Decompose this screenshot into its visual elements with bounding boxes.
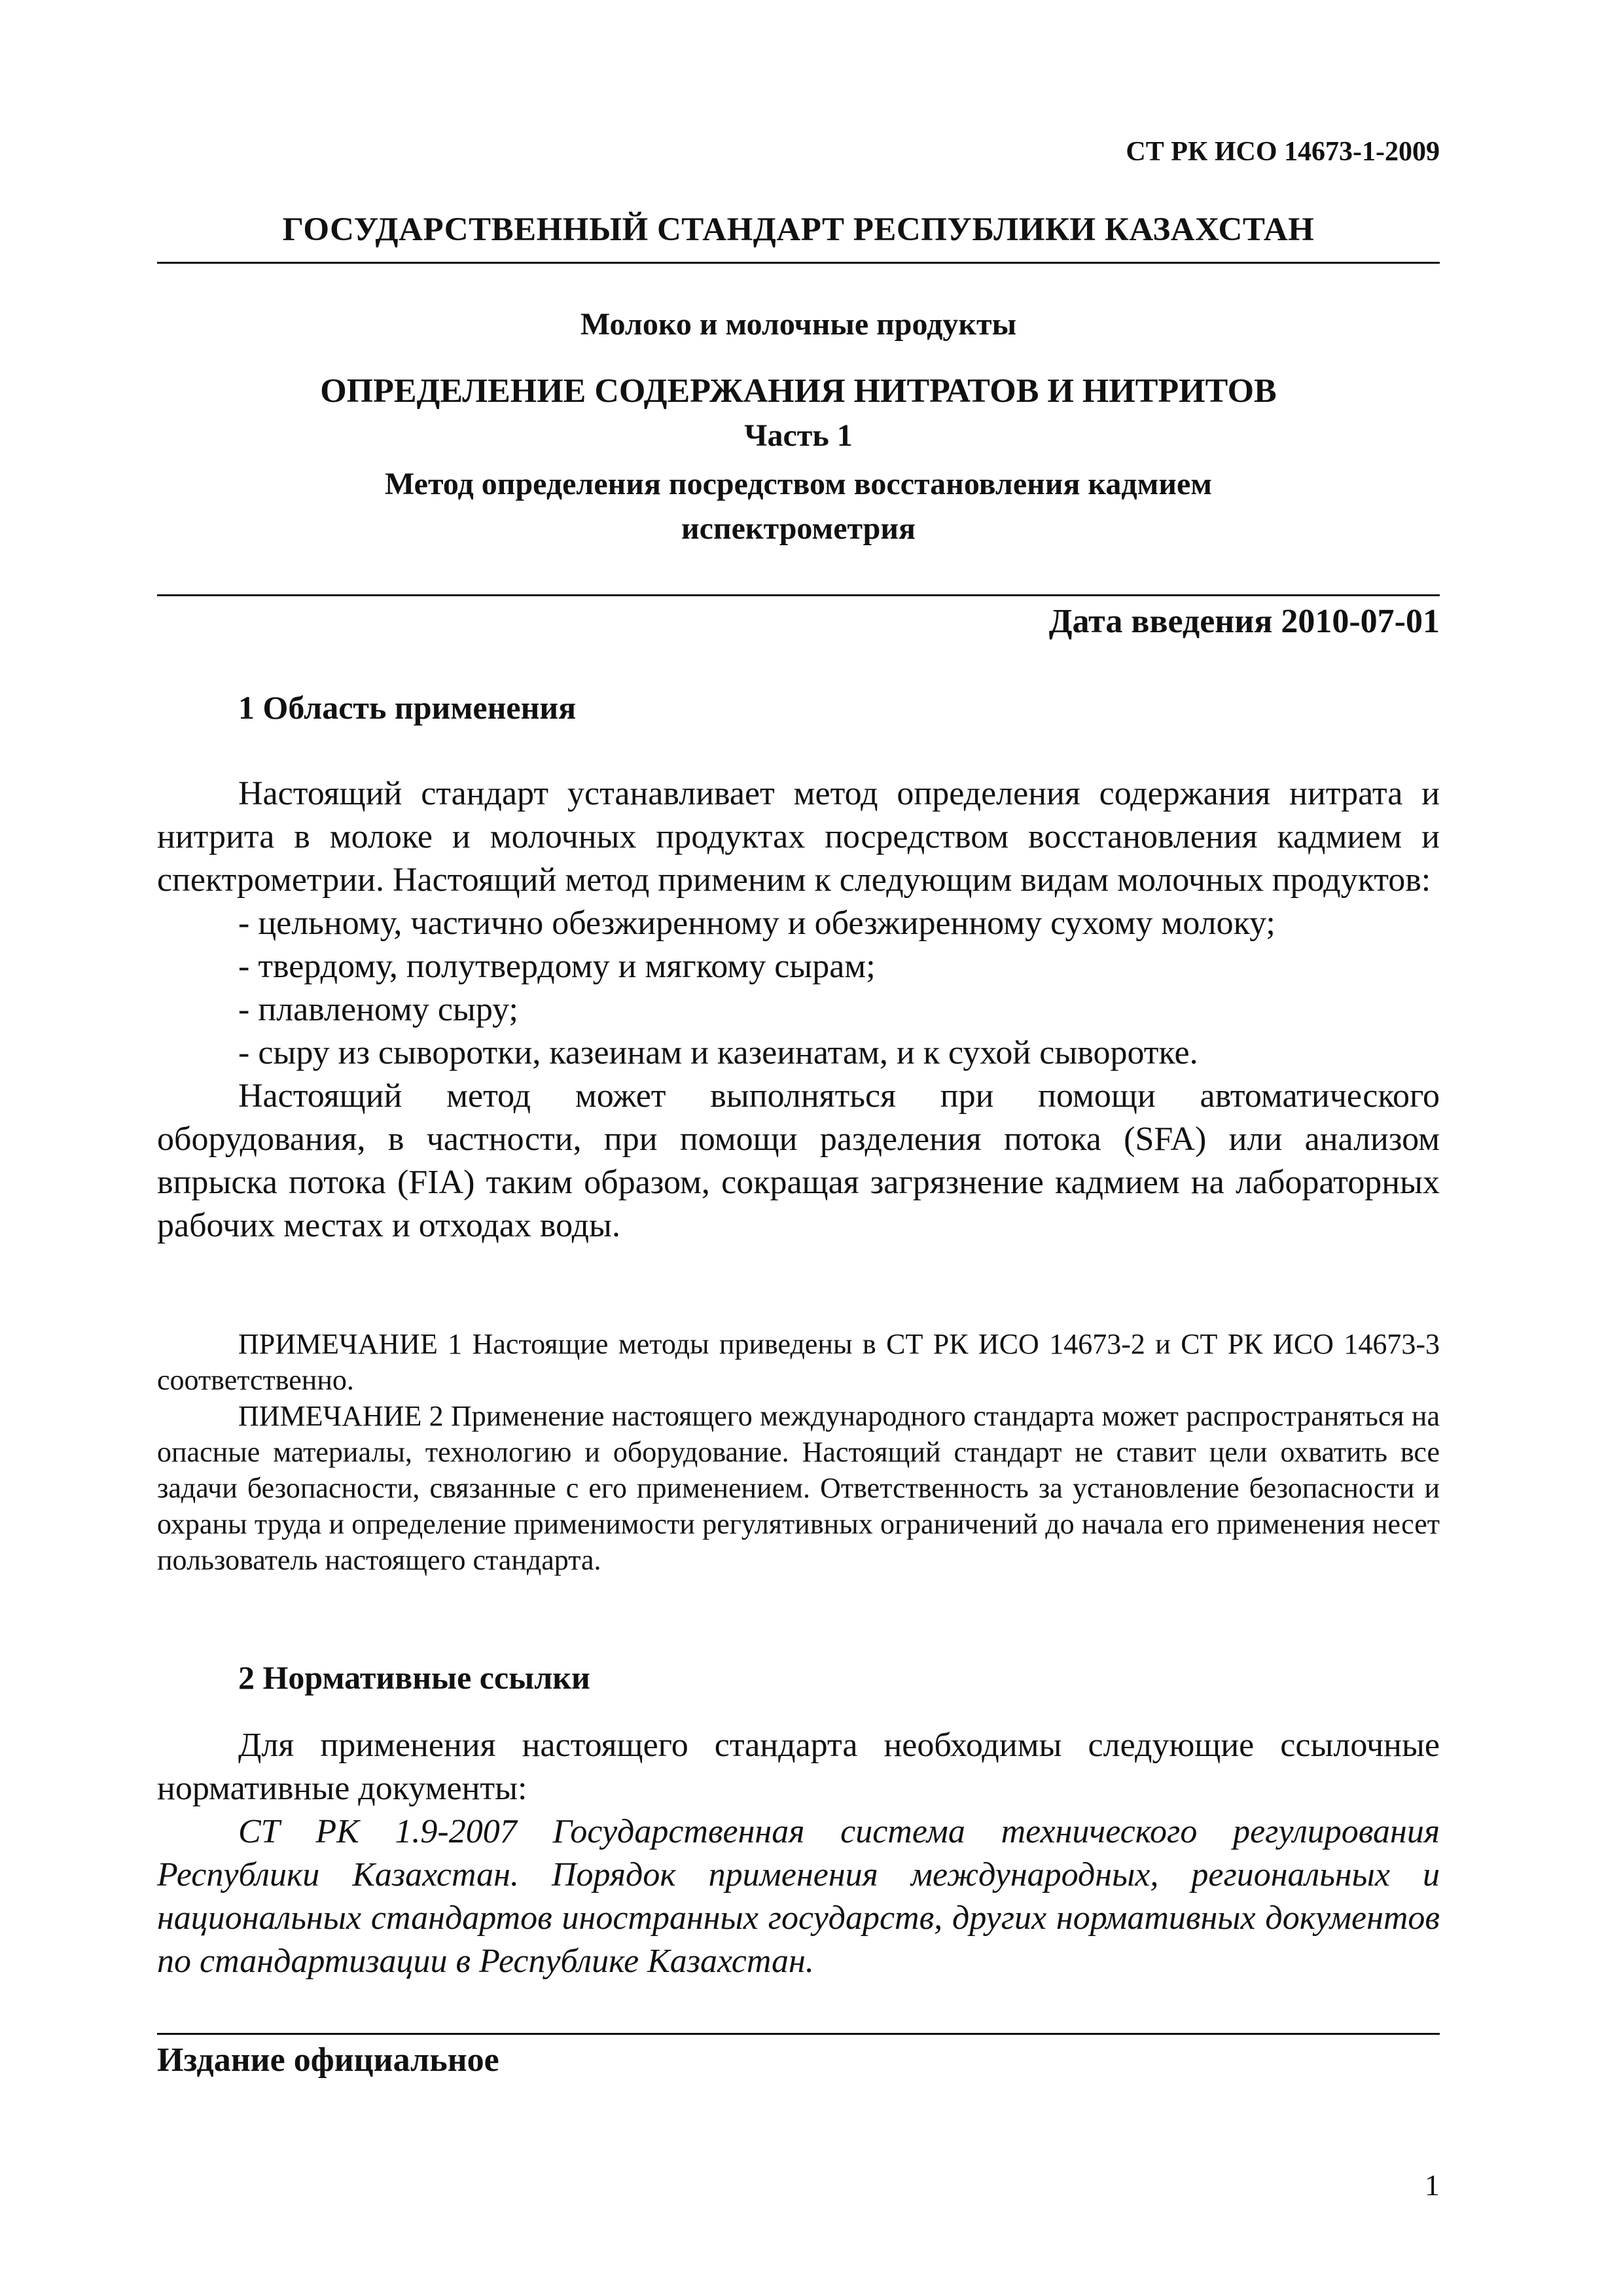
scope-list-item-1: - цельному, частично обезжиренному и обезжиренному сухому молоку; bbox=[238, 905, 1275, 942]
section-1-heading: 1 Область применения bbox=[238, 689, 577, 726]
section-2-heading: 2 Нормативные ссылки bbox=[238, 1659, 590, 1696]
document-part: Часть 1 bbox=[744, 418, 853, 453]
scope-list-item-2: - твердому, полутвердому и мягкому сырам; bbox=[238, 948, 876, 985]
page-number: 1 bbox=[1425, 2168, 1440, 2202]
scope-list-item-3: - плавленому сыру; bbox=[238, 991, 518, 1028]
section-1-body bbox=[157, 772, 1440, 1247]
section-2-body bbox=[157, 1724, 1440, 1983]
automation-paragraph: Настоящий метод может выполняться при помощи автоматического оборудования, в частности, при помощи разделения потока (SFA) или анализом впрыска потока (FIA) таким образом, сокращая загрязнение кадмием на лабораторных рабочих местах и отходах воды. bbox=[157, 1077, 1440, 1244]
document-subject: Молоко и молочные продукты bbox=[580, 307, 1017, 342]
introduction-date: Дата введения 2010-07-01 bbox=[1048, 603, 1440, 640]
official-edition-label: Издание официальное bbox=[157, 2041, 499, 2079]
method-title-line-2: испектрометрия bbox=[681, 511, 916, 546]
standard-code: СТ РК ИСО 14673-1-2009 bbox=[1126, 137, 1440, 167]
references-intro-paragraph: Для применения настоящего стандарта необходимы следующие ссылочные нормативные документы: bbox=[157, 1727, 1440, 1807]
header-divider bbox=[157, 262, 1440, 264]
note-2: ПИМЕЧАНИЕ 2 Применение настоящего международного стандарта может распространяться на опасные материалы, технологию и оборудование. Настоящий стандарт не ставит цели охватить все задачи безопасности, связанные с его применением. Ответственность за установление безопасности и охраны труда и определение применимости регулятивных ограничений до начала его применения несет пользователь настоящего стандарта. bbox=[157, 1400, 1440, 1576]
method-title-line-1: Метод определения посредством восстановления кадмием bbox=[384, 467, 1212, 501]
normative-reference: СТ РК 1.9-2007 Государственная система технического регулирования Республики Казахстан. Порядок применения международных, региональных и национальных стандартов иностранных государств, других нормативных документов по стандартизации в Республике Казахстан. bbox=[157, 1813, 1440, 1980]
state-standard-title: ГОСУДАРСТВЕННЫЙ СТАНДАРТ РЕСПУБЛИКИ КАЗАХСТАН bbox=[282, 211, 1315, 248]
title-divider bbox=[157, 594, 1440, 596]
scope-intro-paragraph: Настоящий стандарт устанавливает метод определения содержания нитрата и нитрита в молоке и молочных продуктах посредством восстановления кадмием и спектрометрии. Настоящий метод применим к следующим видам молочных продуктов: bbox=[157, 775, 1440, 899]
document-main-title: ОПРЕДЕЛЕНИЕ СОДЕРЖАНИЯ НИТРАТОВ И НИТРИТОВ bbox=[320, 372, 1277, 410]
document-method-title bbox=[157, 462, 1440, 551]
document-page bbox=[157, 0, 1440, 2296]
section-1-notes bbox=[157, 1326, 1440, 1578]
scope-list-item-4: - сыру из сыворотки, казеинам и казеинатам, и к сухой сыворотке. bbox=[238, 1034, 1198, 1071]
footer-divider bbox=[157, 2033, 1440, 2035]
note-1: ПРИМЕЧАНИЕ 1 Настоящие методы приведены в СТ РК ИСО 14673-2 и СТ РК ИСО 14673-3 соответственно. bbox=[157, 1328, 1440, 1396]
